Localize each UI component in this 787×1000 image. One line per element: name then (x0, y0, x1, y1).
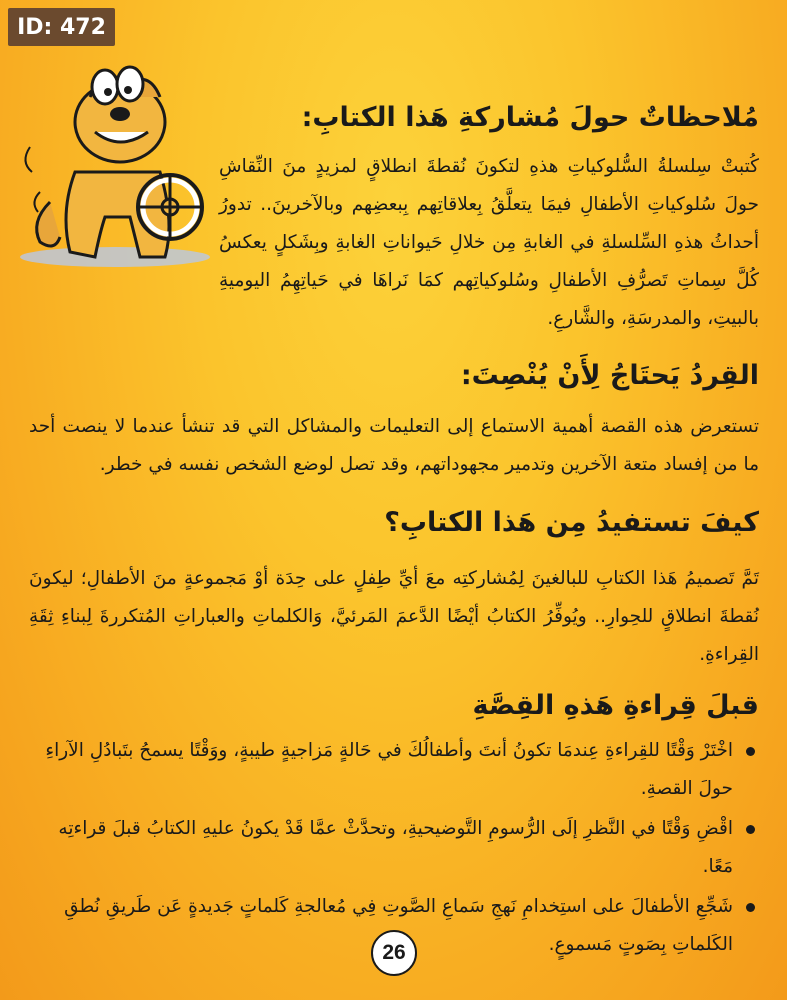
heading-notes: مُلاحظاتٌ حولَ مُشاركةِ هَذا الكتابِ: (301, 102, 759, 133)
list-item: شَجِّعِ الأطفالَ على استِخدامِ نَهجِ سَماعِ الصَّوتِ فِي مُعالجةِ كَلماتٍ جَديدةٍ عَن طَريقِ نُطقِ الكَلماتِ بِصَوتٍ مَسموعٍ. (38, 888, 759, 964)
heading-before: قبلَ قِراءةِ هَذهِ القِصَّةِ (472, 690, 759, 721)
bullet-icon (746, 747, 755, 756)
paragraph-notes: كُتبتْ سِلسلةُ السُّلوكياتِ هذهِ لتكونَ نُقطةَ انطلاقٍ لمزيدٍ منَ النِّقاشِ حولَ سُلوكياتِ الأطفالِ فيمَا يتعلَّقُ بِعلاقاتِهم بِبعضِهم وبالآخرينَ.. تدورُ أحداثُ هذهِ السِّلسلةِ في الغابةِ مِن خلالِ حَيواناتِ الغابةِ وبِشَكلٍ يعكسُ كُلَّ سِماتِ تَصرُّفِ الأطفالِ وسُلوكياتِهم كمَا نَراهَا في حَياتِهِمُ اليوميةِ بالبيتِ، والمدرسَةِ، والشَّارعِ. (219, 156, 759, 329)
list-item: اخْتَرْ وَقْتًا للقِراءةِ عِندمَا تكونُ أنتَ وأطفالُكَ في حَالةٍ مَزاجيةٍ طيبةٍ، ووَقْتًا يسمحُ بتَبادُلِ الآراءِ حولَ القصةِ. (38, 732, 759, 808)
list-item: اقْضِ وَقْتًا في النَّظرِ إلَى الرُّسومِ التَّوضيحيةِ، وتحدَّثْ عمَّا قَدْ يكونُ عليهِ الكتابُ قبلَ قراءتِه مَعًا. (38, 810, 759, 886)
id-badge: ID: 472 (8, 8, 115, 46)
paragraph-monkey: تستعرض هذه القصة أهمية الاستماع إلى التعليمات والمشاكل التي قد تنشأ عندما لا ينصت أحد ما من إفساد متعة الآخرين وتدمير مجهوداتهم، وقد تصل لوضع الشخص نفسه في خطر. (29, 416, 759, 475)
page-number: 26 (371, 930, 417, 976)
bullet-icon (746, 903, 755, 912)
heading-monkey: القِردُ يَحتَاجُ لِأَنْ يُنْصِتَ: (460, 360, 759, 391)
bullet-icon (746, 825, 755, 834)
paragraph-benefit: تَمَّ تَصميمُ هَذا الكتابِ للبالغينَ لِمُشاركتِه معَ أيِّ طِفلٍ على حِدَة أوْ مَجموعةٍ منَ الأطفالِ؛ ليكونَ نُقطةَ انطلاقٍ للحِوارِ.. ويُوفِّرُ الكتابُ أيْضًا الدَّعمَ المَرئيَّ، وَالكلماتِ والعباراتِ المُتكررةَ لِبناءِ ثِقَةِ القِراءةِ. (29, 568, 759, 665)
heading-benefit: كيفَ تستفيدُ مِن هَذا الكتابِ؟ (384, 507, 759, 538)
